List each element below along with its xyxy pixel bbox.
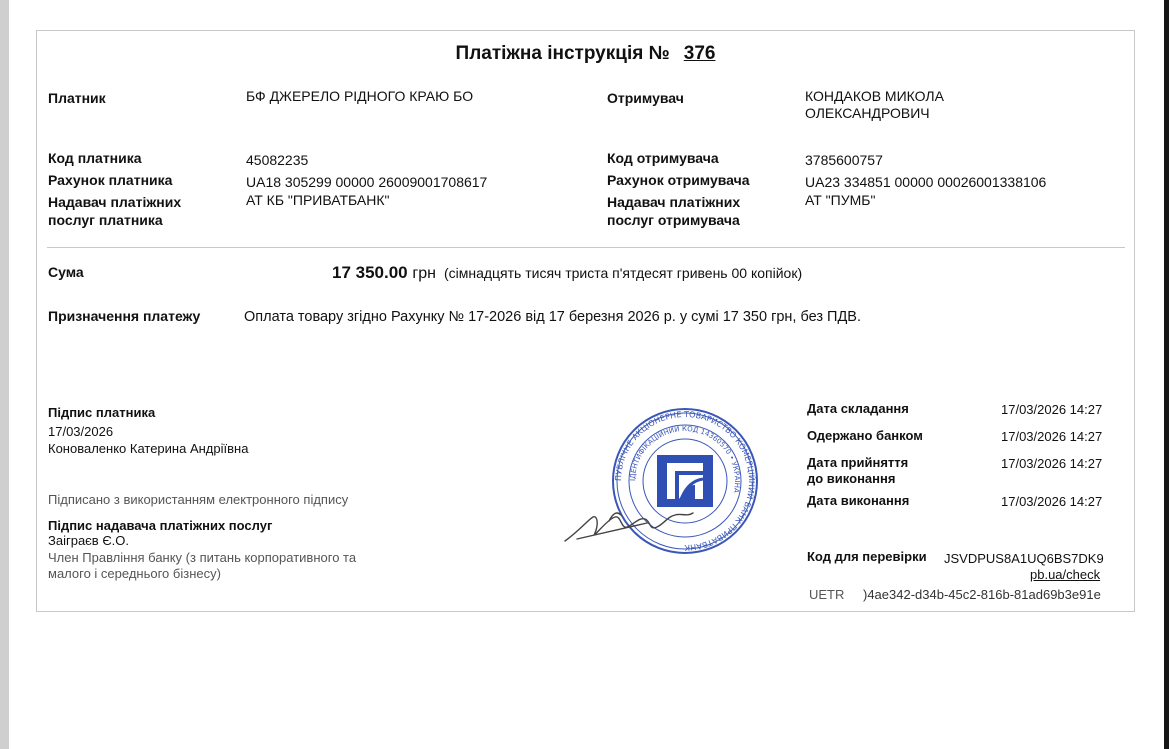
bank-stamp-and-signature bbox=[517, 401, 777, 561]
date-executed-value: 17/03/2026 14:27 bbox=[1001, 494, 1103, 509]
provider-signer-position-2: малого і середнього бізнесу) bbox=[48, 566, 221, 581]
purpose-label: Призначення платежу bbox=[48, 308, 201, 324]
document-title bbox=[37, 43, 1134, 65]
stamp-inner-text: ІДЕНТИФІКАЦІЙНИЙ КОД 14360570 • УКРАЇНА bbox=[628, 424, 742, 494]
recipient-code: 3785600757 bbox=[805, 152, 883, 168]
provider-signer-name: Заіграєв Є.О. bbox=[48, 533, 130, 548]
payer-signature-label: Підпис платника bbox=[48, 405, 156, 420]
payer-name: БФ ДЖЕРЕЛО РІДНОГО КРАЮ БО bbox=[246, 88, 474, 104]
amount-row bbox=[332, 263, 802, 283]
document-number: 376 bbox=[683, 43, 716, 64]
payer-signer-name: Коноваленко Катерина Андріївна bbox=[48, 441, 249, 456]
payer-account-label: Рахунок платника bbox=[48, 172, 173, 188]
handwritten-signature bbox=[565, 513, 693, 541]
recipient-provider-label-1: Надавач платіжних bbox=[607, 194, 741, 210]
payer-provider: АТ КБ "ПРИВАТБАНК" bbox=[246, 192, 390, 208]
recipient-code-label: Код отримувача bbox=[607, 150, 719, 166]
payer-code-label: Код платника bbox=[48, 150, 142, 166]
date-received-label: Одержано банком bbox=[807, 428, 923, 443]
recipient-account-label: Рахунок отримувача bbox=[607, 172, 750, 188]
page-right-edge bbox=[1164, 0, 1169, 749]
recipient-account: UA23 334851 00000 00026001338106 bbox=[805, 174, 1047, 190]
e-signature-note: Підписано з використанням електронного підпису bbox=[48, 492, 349, 507]
payer-provider-label-2: послуг платника bbox=[48, 212, 163, 228]
privatbank-logo-icon bbox=[657, 455, 713, 507]
recipient-label: Отримувач bbox=[607, 90, 684, 106]
payer-label: Платник bbox=[48, 90, 106, 106]
verification-link[interactable]: pb.ua/check bbox=[1030, 567, 1101, 582]
title-text: Платіжна інструкція № bbox=[455, 43, 670, 64]
provider-signature-label: Підпис надавача платіжних послуг bbox=[48, 518, 273, 533]
verification-code-label: Код для перевірки bbox=[807, 549, 927, 564]
date-accepted-label-1: Дата прийняття bbox=[807, 455, 909, 470]
uetr-value: )4ae342-d34b-45c2-816b-81ad69b3e91e bbox=[863, 587, 1101, 602]
amount-value: 17 350.00 bbox=[332, 263, 408, 282]
recipient-provider-label-2: послуг отримувача bbox=[607, 212, 740, 228]
verification-code: JSVDPUS8A1UQ6BS7DK9 bbox=[944, 551, 1104, 566]
date-created-value: 17/03/2026 14:27 bbox=[1001, 402, 1103, 417]
uetr-label: UETR bbox=[809, 587, 845, 602]
recipient-name-line1: КОНДАКОВ МИКОЛА bbox=[805, 88, 944, 104]
payment-instruction-document bbox=[36, 30, 1135, 612]
amount-words: (сімнадцять тисяч триста п'ятдесят гривень 00 копійок) bbox=[443, 265, 803, 281]
payer-code: 45082235 bbox=[246, 152, 309, 168]
amount-label: Сума bbox=[48, 264, 84, 280]
date-executed-label: Дата виконання bbox=[807, 493, 910, 508]
date-accepted-value: 17/03/2026 14:27 bbox=[1001, 456, 1103, 471]
stamp-ring-text: ПУБЛІЧНЕ АКЦІОНЕРНЕ ТОВАРИСТВО КОМЕРЦІЙНИЙ БАНК ПРИВАТБАНК bbox=[613, 409, 757, 553]
section-divider bbox=[47, 247, 1125, 248]
provider-signer-position-1: Член Правління банку (з питань корпоративного та bbox=[48, 550, 357, 565]
recipient-name-line2: ОЛЕКСАНДРОВИЧ bbox=[805, 105, 930, 121]
payer-provider-label-1: Надавач платіжних bbox=[48, 194, 182, 210]
payer-signature-date: 17/03/2026 bbox=[48, 424, 114, 439]
amount-currency: грн bbox=[412, 265, 436, 282]
page-left-edge bbox=[0, 0, 9, 749]
date-accepted-label-2: до виконання bbox=[807, 471, 896, 486]
bank-stamp bbox=[613, 409, 758, 553]
recipient-provider: АТ "ПУМБ" bbox=[805, 192, 876, 208]
date-received-value: 17/03/2026 14:27 bbox=[1001, 429, 1103, 444]
date-created-label: Дата складання bbox=[807, 401, 909, 416]
purpose-text: Оплата товару згідно Рахунку № 17-2026 від 17 березня 2026 р. у сумі 17 350 грн, без ПДВ. bbox=[244, 309, 861, 325]
payer-account: UA18 305299 00000 26009001708617 bbox=[246, 174, 488, 190]
